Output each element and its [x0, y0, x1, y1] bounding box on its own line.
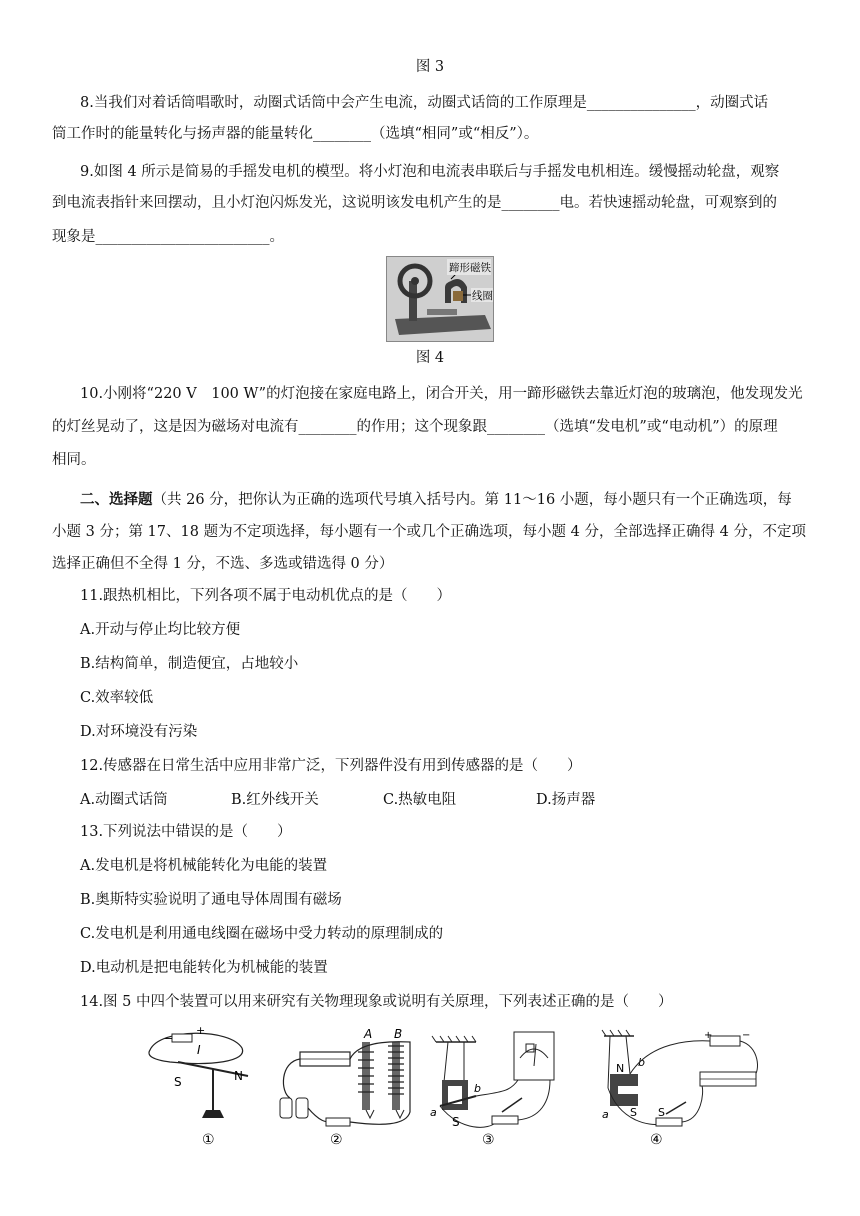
- d4-b: b: [638, 1056, 645, 1069]
- q11-option-a: A.开动与停止均比较方便: [80, 622, 241, 638]
- d4-n: N: [616, 1062, 625, 1075]
- q10-line3: 相同。: [52, 452, 96, 468]
- section2-line1: [80, 490, 792, 510]
- fig4-label-coil: 线圈: [472, 290, 493, 302]
- fig4-caption: 图 4: [415, 350, 445, 366]
- fig4-label-magnet: 蹄形磁铁: [449, 262, 491, 274]
- q8-line1: 8.当我们对着话筒唱歌时，动圈式话筒中会产生电流，动圈式话筒的工作原理是_______________，动圈式话: [80, 95, 769, 111]
- q8-line2: 筒工作时的能量转化与扬声器的能量转化________（选填“相同”或“相反”）。: [52, 126, 539, 142]
- d1-north: N: [234, 1069, 243, 1083]
- d4-plus: +: [704, 1030, 713, 1041]
- d1-plus: +: [196, 1024, 206, 1037]
- q12-option-c: C.热敏电阻: [383, 792, 457, 808]
- fig5-diagram-oersted: [149, 1024, 248, 1148]
- d2-b: B: [394, 1027, 403, 1041]
- section2-text2: 小题 3 分；第 17、18 题为不定项选择，每小题有一个或几个正确选项，每小题 4 分，全部选择正确得 4 分，不定项: [52, 524, 806, 540]
- q11-stem: 11.跟热机相比，下列各项不属于电动机优点的是（ ）: [80, 588, 452, 604]
- q11-option-d: D.对环境没有污染: [80, 724, 198, 740]
- d3-s: S: [452, 1115, 460, 1129]
- q11-option-c: C.效率较低: [80, 690, 154, 706]
- q13-option-a: A.发电机是将机械能转化为电能的装置: [80, 858, 328, 874]
- d4-s1: S: [630, 1106, 637, 1119]
- q13-option-c: C.发电机是利用通电线圈在磁场中受力转动的原理制成的: [80, 926, 444, 942]
- fig5-label-2: ②: [330, 1132, 343, 1148]
- q12-stem: 12.传感器在日常生活中应用非常广泛，下列器件没有用到传感器的是（ ）: [80, 758, 582, 774]
- section2-text3: 选择正确但不全得 1 分，不选、多选或错选得 0 分）: [52, 556, 394, 572]
- q12-option-b: B.红外线开关: [231, 792, 319, 808]
- fig5-diagrams: [130, 1022, 770, 1150]
- d1-current: I: [197, 1043, 201, 1057]
- q9-line3: 现象是________________________。: [52, 229, 284, 245]
- d3-a: a: [430, 1106, 437, 1119]
- q11-option-b: B.结构简单，制造便宜，占地较小: [80, 656, 299, 672]
- q12-option-a: A.动圈式话筒: [80, 792, 168, 808]
- q10-line2: 的灯丝晃动了，这是因为磁场对电流有________的作用；这个现象跟________（选填“发电机”或“电动机”）的原理: [52, 419, 778, 435]
- q9-line1: 9.如图 4 所示是简易的手摇发电机的模型。将小灯泡和电流表串联后与手摇发电机相连。缓慢摇动轮盘，观察: [80, 164, 780, 180]
- q14-stem: 14.图 5 中四个装置可以用来研究有关物理现象或说明有关原理，下列表述正确的是（ ）: [80, 994, 673, 1010]
- fig5-label-4: ④: [650, 1132, 663, 1148]
- fig5-diagram-motor: [602, 1030, 757, 1148]
- fig4-generator-photo: [386, 256, 494, 342]
- q12-option-d: D.扬声器: [536, 792, 596, 808]
- q9-line2: 到电流表指针来回摆动，且小灯泡闪烁发光，这说明该发电机产生的是________电。若快速摇动轮盘，可观察到的: [52, 195, 777, 211]
- d1-minus: −: [164, 1032, 174, 1045]
- d3-b: b: [474, 1082, 481, 1095]
- d4-a: a: [602, 1108, 609, 1121]
- d1-south: S: [174, 1075, 182, 1089]
- fig3-caption: 图 3: [415, 59, 445, 75]
- d2-a: A: [364, 1027, 373, 1041]
- section2-title: 二、选择题: [80, 491, 153, 508]
- q13-stem: 13.下列说法中错误的是（ ）: [80, 824, 292, 840]
- q10-line1: 10.小刚将“220 V 100 W”的灯泡接在家庭电路上，闭合开关，用一蹄形磁铁去靠近灯泡的玻璃泡，他发现发光: [80, 386, 803, 402]
- fig5-label-1: ①: [202, 1132, 215, 1148]
- fig5-diagram-electromagnets: [280, 1027, 410, 1148]
- fig5-diagram-induction: [430, 1032, 554, 1148]
- section2-text1: （共 26 分，把你认为正确的选项代号填入括号内。第 11～16 小题，每小题只有一个正确选项，每: [152, 492, 792, 508]
- d4-s2: S: [658, 1106, 665, 1119]
- d4-minus: −: [742, 1030, 751, 1041]
- q13-option-d: D.电动机是把电能转化为机械能的装置: [80, 960, 328, 976]
- fig5-label-3: ③: [482, 1132, 495, 1148]
- q13-option-b: B.奥斯特实验说明了通电导体周围有磁场: [80, 892, 342, 908]
